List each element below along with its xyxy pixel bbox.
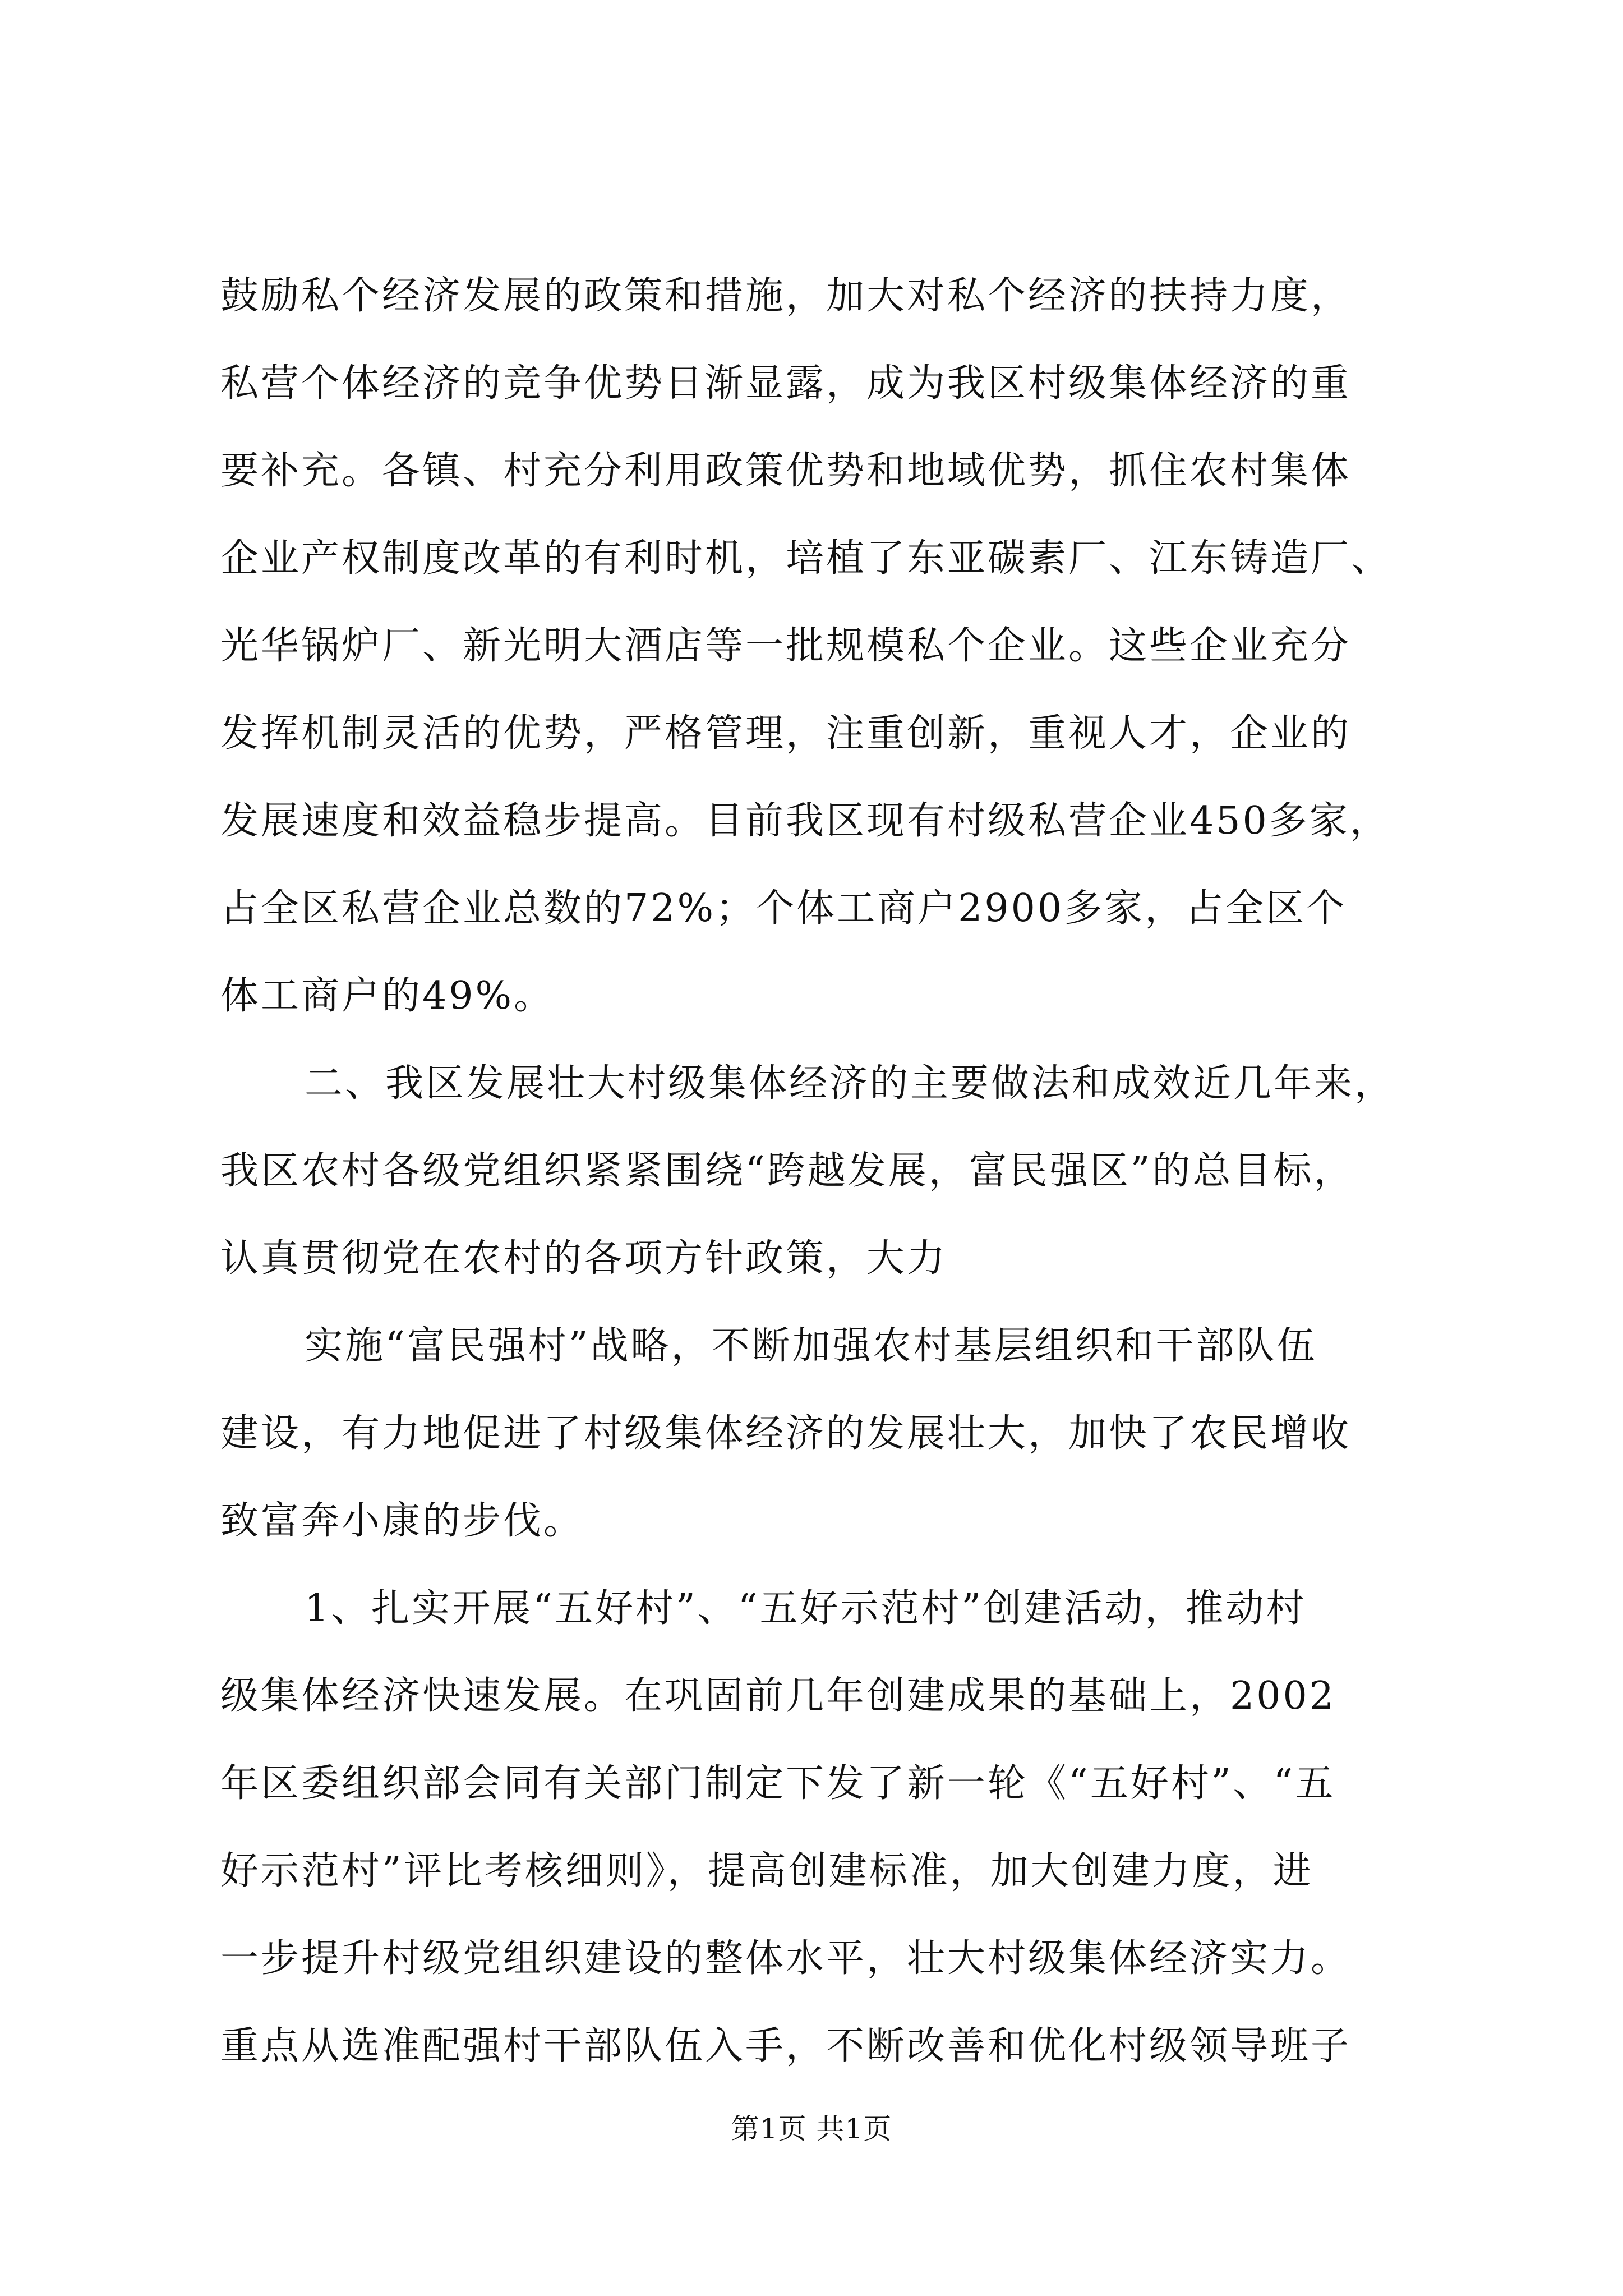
text-line: 发展速度和效益稳步提高。目前我区现有村级私营企业450多家， (220, 799, 1390, 843)
text-line: 致富奔小康的步伐。 (220, 1499, 584, 1543)
text-line: 好示范村”评比考核细则》，提高创建标准，加大创建力度，进 (220, 1849, 1313, 1893)
text-line: 要补充。各镇、村充分利用政策优势和地域优势，抓住农村集体 (220, 449, 1352, 493)
text-line: 1、扎实开展“五好村”、“五好示范村”创建活动，推动村 (305, 1586, 1307, 1631)
text-line: 占全区私营企业总数的72%；个体工商户2900多家，占全区个 (220, 886, 1347, 931)
text-line: 重点从选准配强村干部队伍入手，不断改善和优化村级领导班子 (220, 2024, 1352, 2068)
text-line: 私营个体经济的竞争优势日渐显露，成为我区村级集体经济的重 (220, 361, 1352, 406)
text-line: 企业产权制度改革的有利时机，培植了东亚碳素厂、江东铸造厂、 (220, 536, 1392, 581)
text-line: 鼓励私个经济发展的政策和措施，加大对私个经济的扶持力度， (220, 274, 1352, 318)
text-line: 年区委组织部会同有关部门制定下发了新一轮《“五好村”、“五 (220, 1761, 1336, 1806)
text-line: 一步提升村级党组织建设的整体水平，壮大村级集体经济实力。 (220, 1936, 1352, 1981)
text-line: 建设，有力地促进了村级集体经济的发展壮大，加快了农民增收 (220, 1411, 1352, 1456)
text-line: 我区农村各级党组织紧紧围绕“跨越发展，富民强区”的总目标， (220, 1149, 1354, 1193)
text-line: 发挥机制灵活的优势，严格管理，注重创新，重视人才，企业的 (220, 711, 1352, 756)
text-line: 光华锅炉厂、新光明大酒店等一批规模私个企业。这些企业充分 (220, 624, 1352, 668)
document-body (220, 252, 1426, 2090)
text-line: 实施“富民强村”战略，不断加强农村基层组织和干部队伍 (305, 1324, 1317, 1368)
text-line: 二、我区发展壮大村级集体经济的主要做法和成效近几年来， (305, 1061, 1395, 1106)
page-footer: 第1页 共1页 (731, 2113, 892, 2145)
text-line: 级集体经济快速发展。在巩固前几年创建成果的基础上，2002 (220, 1674, 1336, 1718)
text-line: 体工商户的49%。 (220, 974, 555, 1018)
text-line: 认真贯彻党在农村的各项方针政策，大力 (220, 1236, 948, 1281)
